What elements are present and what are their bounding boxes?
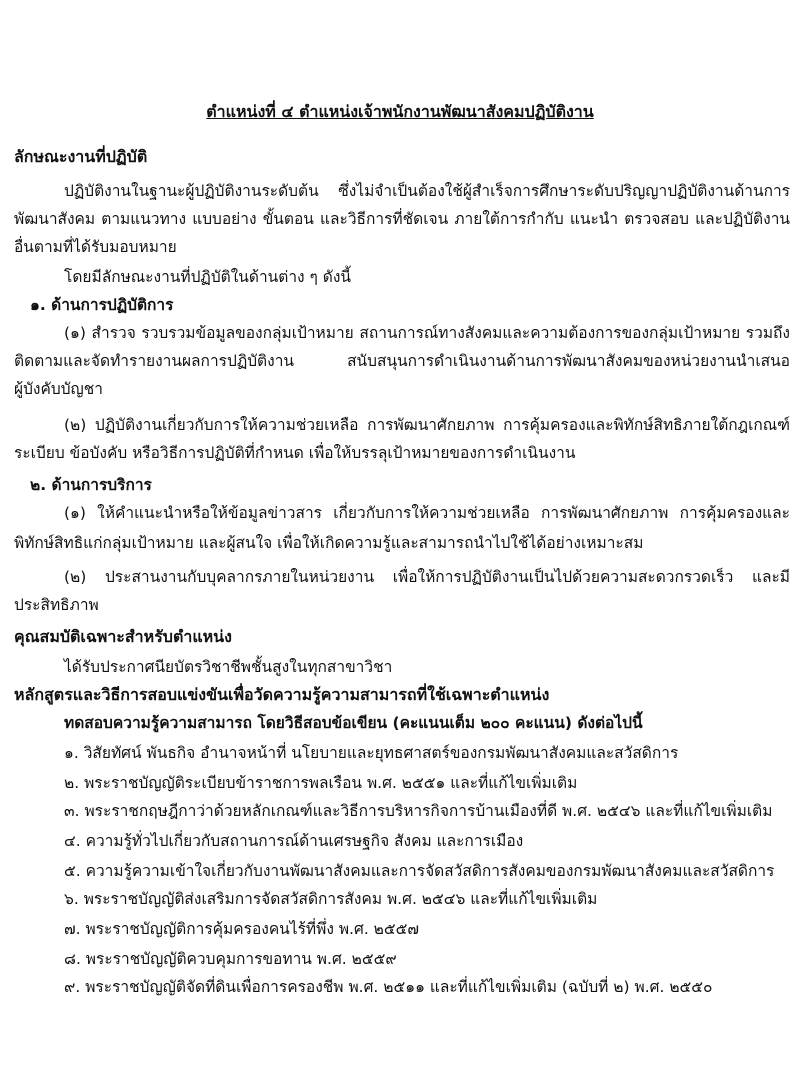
exam-heading: หลักสูตรและวิธีการสอบแข่งขันเพื่อวัดความรู้ความสามารถที่ใช้เฉพาะตำแหน่ง — [14, 685, 550, 704]
duties-intro-line: พัฒนาสังคม ตามแนวทาง แบบอย่าง ขั้นตอน และวิธีการที่ชัดเจน ภายใต้การกำกับ แนะนำ ตรวจสอบ และปฏิบัติงาน — [14, 210, 790, 228]
section1-heading: ๑. ด้านการปฏิบัติการ — [30, 296, 174, 314]
section1-item1-line: ติดตามและจัดทำรายงานผลการปฏิบัติงาน สนับสนุนการดำเนินงานด้านการพัฒนาสังคมของหน่วยงานนำเสนอ — [14, 352, 790, 370]
exam-item: ๑. วิสัยทัศน์ พันธกิจ อำนาจหน้าที่ นโยบายและยุทธศาสตร์ของกรมพัฒนาสังคมและสวัสดิการ — [64, 744, 679, 762]
section1-item1-line: ผู้บังคับบัญชา — [14, 380, 103, 398]
section1-item1-line: (๑) สำรวจ รวบรวมข้อมูลของกลุ่มเป้าหมาย สถานการณ์ทางสังคมและความต้องการของกลุ่มเป้าหมาย รวมถึง — [64, 324, 790, 342]
section2-item2-line: (๒) ประสานงานกับบุคลากรภายในหน่วยงาน เพื่อให้การปฏิบัติงานเป็นไปด้วยความสะดวกรวดเร็ว และมี — [64, 568, 790, 586]
section2-item1-line: (๑) ให้คำแนะนำหรือให้ข้อมูลข่าวสาร เกี่ยวกับการให้ความช่วยเหลือ การพัฒนาศักยภาพ การคุ้มครองและ — [64, 504, 790, 522]
section2-item1-line: พิทักษ์สิทธิแก่กลุ่มเป้าหมาย และผู้สนใจ เพื่อให้เกิดความรู้และสามารถนำไปใช้ได้อย่างเหมาะสม — [14, 534, 644, 552]
duties-lead: โดยมีลักษณะงานที่ปฏิบัติในด้านต่าง ๆ ดังนี้ — [64, 268, 352, 286]
duties-intro-line: ปฏิบัติงานในฐานะผู้ปฏิบัติงานระดับต้น ซึ่งไม่จำเป็นต้องใช้ผู้สำเร็จการศึกษาระดับปริญญาปฏิบัติงานด้านการ — [64, 182, 790, 200]
exam-item: ๕. ความรู้ความเข้าใจเกี่ยวกับงานพัฒนาสังคมและการจัดสวัสดิการสังคมของกรมพัฒนาสังคมและสวัสดิการ — [64, 862, 775, 880]
section2-item2-line: ประสิทธิภาพ — [14, 596, 99, 614]
section1-item2-line: ระเบียบ ข้อบังคับ หรือวิธีการปฏิบัติที่กำหนด เพื่อให้บรรลุเป้าหมายของการดำเนินงาน — [14, 444, 576, 462]
qualification-heading: คุณสมบัติเฉพาะสำหรับตำแหน่ง — [14, 627, 232, 646]
exam-item: ๙. พระราชบัญญัติจัดที่ดินเพื่อการครองชีพ พ.ศ. ๒๕๑๑ และที่แก้ไขเพิ่มเติม (ฉบับที่ ๒) พ.ศ. ๒๕๕๐ — [64, 978, 713, 996]
exam-item: ๗. พระราชบัญญัติการคุ้มครองคนไร้ที่พึ่ง พ.ศ. ๒๕๕๗ — [64, 920, 420, 938]
exam-item: ๓. พระราชกฤษฎีกาว่าด้วยหลักเกณฑ์และวิธีการบริหารกิจการบ้านเมืองที่ดี พ.ศ. ๒๕๔๖ และที่แก้ไขเพิ่มเติม — [64, 802, 773, 820]
exam-item: ๖. พระราชบัญญัติส่งเสริมการจัดสวัสดิการสังคม พ.ศ. ๒๕๔๖ และที่แก้ไขเพิ่มเติม — [64, 890, 598, 908]
duties-intro-line: อื่นตามที่ได้รับมอบหมาย — [14, 238, 177, 256]
section2-heading: ๒. ด้านการบริการ — [30, 476, 152, 494]
duties-heading: ลักษณะงานที่ปฏิบัติ — [14, 147, 148, 166]
section1-item2-line: (๒) ปฏิบัติงานเกี่ยวกับการให้ความช่วยเหลือ การพัฒนาศักยภาพ การคุ้มครองและพิทักษ์สิทธิภายใต้กฎเกณฑ์ — [64, 416, 790, 434]
exam-item: ๘. พระราชบัญญัติควบคุมการขอทาน พ.ศ. ๒๕๕๙ — [64, 950, 397, 968]
exam-subheading: ทดสอบความรู้ความสามารถ โดยวิธีสอบข้อเขียน (คะแนนเต็ม ๒๐๐ คะแนน) ดังต่อไปนี้ — [64, 714, 643, 732]
exam-item: ๒. พระราชบัญญัติระเบียบข้าราชการพลเรือน พ.ศ. ๒๕๕๑ และที่แก้ไขเพิ่มเติม — [64, 774, 578, 792]
document-title: ตำแหน่งที่ ๔ ตำแหน่งเจ้าพนักงานพัฒนาสังคมปฏิบัติงาน — [206, 102, 594, 121]
qualification-text: ได้รับประกาศนียบัตรวิชาชีพชั้นสูงในทุกสาขาวิชา — [64, 658, 393, 676]
exam-item: ๔. ความรู้ทั่วไปเกี่ยวกับสถานการณ์ด้านเศรษฐกิจ สังคม และการเมือง — [64, 832, 524, 850]
